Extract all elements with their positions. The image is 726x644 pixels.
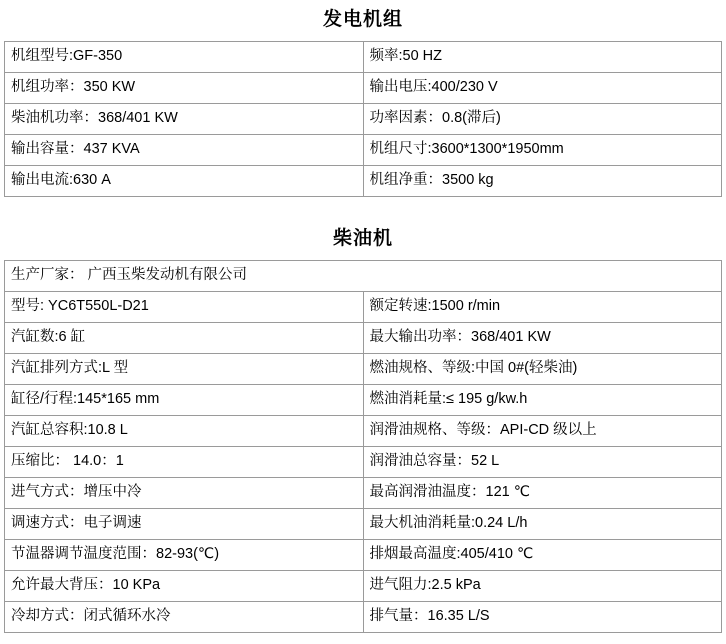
spec-cell-left: 输出容量：437 KVA — [5, 135, 364, 166]
table-row — [5, 292, 722, 323]
spec-cell-right: 润滑油规格、等级：API-CD 级以上 — [363, 416, 722, 447]
table-row — [5, 104, 722, 135]
table-row — [5, 323, 722, 354]
table-row — [5, 42, 722, 73]
spec-cell-right: 额定转速:1500 r/min — [363, 292, 722, 323]
document-page — [0, 4, 726, 644]
spec-cell-left: 机组型号:GF-350 — [5, 42, 364, 73]
spec-cell-right: 排烟最高温度:405/410 ℃ — [363, 540, 722, 571]
table-row — [5, 602, 722, 633]
spec-cell-right: 燃油消耗量:≤ 195 g/kw.h — [363, 385, 722, 416]
table-row — [5, 135, 722, 166]
spec-cell-right: 进气阻力:2.5 kPa — [363, 571, 722, 602]
spec-cell-right: 频率:50 HZ — [363, 42, 722, 73]
spec-cell-right: 机组净重：3500 kg — [363, 166, 722, 197]
spec-cell-right: 最大输出功率：368/401 KW — [363, 323, 722, 354]
table-row — [5, 571, 722, 602]
spec-cell-left: 冷却方式：闭式循环水冷 — [5, 602, 364, 633]
table-row — [5, 509, 722, 540]
spec-cell-right: 功率因素：0.8(滞后) — [363, 104, 722, 135]
table-row — [5, 73, 722, 104]
table-row — [5, 478, 722, 509]
spec-cell-left: 柴油机功率：368/401 KW — [5, 104, 364, 135]
spec-cell-right: 最大机油消耗量:0.24 L/h — [363, 509, 722, 540]
spec-cell-left: 允许最大背压：10 KPa — [5, 571, 364, 602]
spec-cell-left: 缸径/行程:145*165 mm — [5, 385, 364, 416]
spec-cell-right: 机组尺寸:3600*1300*1950mm — [363, 135, 722, 166]
spec-cell-left: 型号: YC6T550L-D21 — [5, 292, 364, 323]
table-row — [5, 416, 722, 447]
table-row — [5, 540, 722, 571]
page-title-genset: 发电机组 — [322, 9, 403, 30]
spec-cell-right: 输出电压:400/230 V — [363, 73, 722, 104]
engine-spec-table — [4, 260, 722, 633]
genset-spec-table — [4, 41, 722, 197]
spec-cell-right: 润滑油总容量：52 L — [363, 447, 722, 478]
spec-cell-left: 进气方式：增压中冷 — [5, 478, 364, 509]
table-row — [5, 261, 722, 292]
table-row — [5, 447, 722, 478]
spec-cell-left: 汽缸数:6 缸 — [5, 323, 364, 354]
spec-cell-left: 压缩比： 14.0：1 — [5, 447, 364, 478]
table-row — [5, 354, 722, 385]
spec-cell-left: 机组功率：350 KW — [5, 73, 364, 104]
spec-cell-right: 最高润滑油温度：121 ℃ — [363, 478, 722, 509]
spec-cell-left: 汽缸排列方式:L 型 — [5, 354, 364, 385]
table-row — [5, 166, 722, 197]
spec-cell-right: 排气量：16.35 L/S — [363, 602, 722, 633]
spec-cell-left: 节温器调节温度范围：82-93(℃) — [5, 540, 364, 571]
table-row — [5, 385, 722, 416]
spec-cell-manufacturer: 生产厂家： 广西玉柴发动机有限公司 — [5, 261, 722, 292]
spec-cell-left: 调速方式：电子调速 — [5, 509, 364, 540]
page-title-engine: 柴油机 — [332, 228, 393, 249]
spec-cell-right: 燃油规格、等级:中国 0#(轻柴油) — [363, 354, 722, 385]
spec-cell-left: 汽缸总容积:10.8 L — [5, 416, 364, 447]
spec-cell-left: 输出电流:630 A — [5, 166, 364, 197]
